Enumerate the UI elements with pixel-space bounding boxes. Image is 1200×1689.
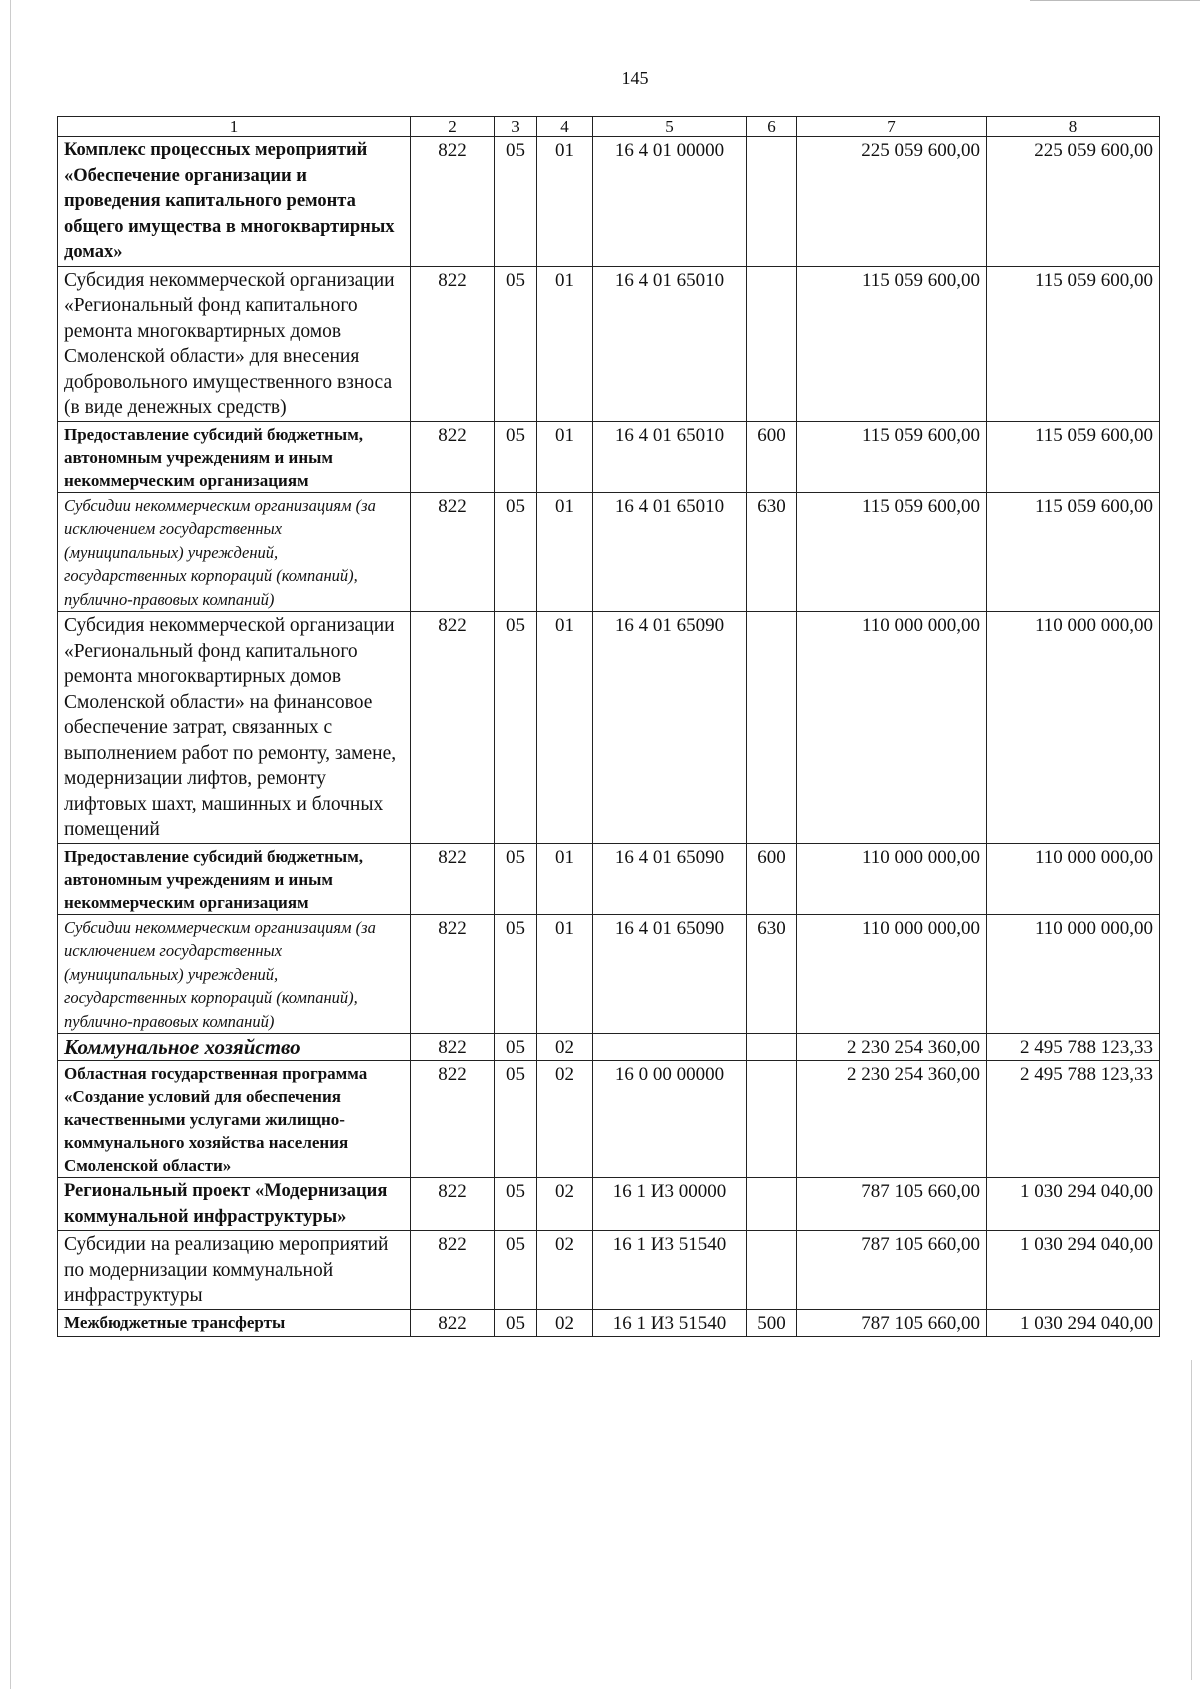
table-row xyxy=(58,492,1160,612)
subsection-cell: 02 xyxy=(537,1178,593,1231)
amount-year1-cell: 787 105 660,00 xyxy=(797,1178,987,1231)
amount-year2-cell: 1 030 294 040,00 xyxy=(987,1178,1160,1231)
section-cell: 05 xyxy=(495,492,537,612)
section-cell: 05 xyxy=(495,1034,537,1061)
table-row xyxy=(58,612,1160,844)
expense-type-cell: 600 xyxy=(747,421,797,492)
target-article-cell: 16 4 01 65090 xyxy=(593,843,747,914)
header-row xyxy=(58,117,1160,137)
subsection-cell: 01 xyxy=(537,843,593,914)
admin-code-cell: 822 xyxy=(411,421,495,492)
subsection-cell: 02 xyxy=(537,1034,593,1061)
admin-code-cell: 822 xyxy=(411,612,495,844)
header-cell: 6 xyxy=(747,117,797,137)
row-name-cell: Субсидия некоммерческой организации «Региональный фонд капитального ремонта многоквартирных домов Смоленской области» на финансовое обеспечение затрат, связанных с выполнением работ по ремонту, замене, модернизации лифтов, ремонту лифтовых шахт, машинных и блочных помещений xyxy=(58,612,411,844)
amount-year1-cell: 787 105 660,00 xyxy=(797,1231,987,1310)
subsection-cell: 01 xyxy=(537,421,593,492)
admin-code-cell: 822 xyxy=(411,1178,495,1231)
page-number: 145 xyxy=(621,68,649,88)
amount-year2-cell: 2 495 788 123,33 xyxy=(987,1034,1160,1061)
target-article-cell: 16 0 00 00000 xyxy=(593,1061,747,1178)
amount-year2-cell: 1 030 294 040,00 xyxy=(987,1309,1160,1336)
table-row xyxy=(58,137,1160,267)
table-row xyxy=(58,914,1160,1034)
target-article-cell: 16 4 01 00000 xyxy=(593,137,747,267)
admin-code-cell: 822 xyxy=(411,843,495,914)
row-name-cell: Субсидии некоммерческим организациям (за исключением государственных (муниципальных) учреждений, государственных корпораций (компаний), публично-правовых компаний) xyxy=(58,492,411,612)
admin-code-cell: 822 xyxy=(411,137,495,267)
scan-edge-left xyxy=(10,0,11,1689)
amount-year2-cell: 110 000 000,00 xyxy=(987,843,1160,914)
header-cell: 2 xyxy=(411,117,495,137)
row-name-cell: Коммунальное хозяйство xyxy=(58,1034,411,1061)
amount-year2-cell: 2 495 788 123,33 xyxy=(987,1061,1160,1178)
expense-type-cell xyxy=(747,1178,797,1231)
header-cell: 3 xyxy=(495,117,537,137)
amount-year1-cell: 787 105 660,00 xyxy=(797,1309,987,1336)
header-cell: 7 xyxy=(797,117,987,137)
section-cell: 05 xyxy=(495,612,537,844)
expense-type-cell: 500 xyxy=(747,1309,797,1336)
admin-code-cell: 822 xyxy=(411,1231,495,1310)
row-name-cell: Субсидии на реализацию мероприятий по модернизации коммунальной инфраструктуры xyxy=(58,1231,411,1310)
target-article-cell: 16 4 01 65090 xyxy=(593,914,747,1034)
subsection-cell: 01 xyxy=(537,266,593,421)
table-row xyxy=(58,1178,1160,1231)
admin-code-cell: 822 xyxy=(411,914,495,1034)
section-cell: 05 xyxy=(495,1309,537,1336)
amount-year1-cell: 110 000 000,00 xyxy=(797,914,987,1034)
amount-year2-cell: 115 059 600,00 xyxy=(987,492,1160,612)
target-article-cell: 16 1 И3 00000 xyxy=(593,1178,747,1231)
amount-year2-cell: 110 000 000,00 xyxy=(987,914,1160,1034)
table-row xyxy=(58,1309,1160,1336)
subsection-cell: 01 xyxy=(537,492,593,612)
table-row xyxy=(58,421,1160,492)
row-name-cell: Областная государственная программа «Создание условий для обеспечения качественными услугами жилищно-коммунального хозяйства населения Смоленской области» xyxy=(58,1061,411,1178)
row-name-cell: Региональный проект «Модернизация коммунальной инфраструктуры» xyxy=(58,1178,411,1231)
subsection-cell: 02 xyxy=(537,1231,593,1310)
row-name-cell: Межбюджетные трансферты xyxy=(58,1309,411,1336)
header-cell: 1 xyxy=(58,117,411,137)
header-cell: 4 xyxy=(537,117,593,137)
subsection-cell: 01 xyxy=(537,137,593,267)
scan-edge-right xyxy=(1191,1360,1192,1680)
amount-year2-cell: 115 059 600,00 xyxy=(987,266,1160,421)
section-cell: 05 xyxy=(495,1061,537,1178)
subsection-cell: 01 xyxy=(537,914,593,1034)
target-article-cell: 16 1 И3 51540 xyxy=(593,1231,747,1310)
row-name-cell: Комплекс процессных мероприятий «Обеспечение организации и проведения капитального ремонта общего имущества в многоквартирных домах» xyxy=(58,137,411,267)
target-article-cell: 16 4 01 65090 xyxy=(593,612,747,844)
expense-type-cell: 600 xyxy=(747,843,797,914)
header-cell: 5 xyxy=(593,117,747,137)
expense-type-cell xyxy=(747,1061,797,1178)
row-name-cell: Предоставление субсидий бюджетным, автономным учреждениям и иным некоммерческим организациям xyxy=(58,843,411,914)
expense-type-cell: 630 xyxy=(747,492,797,612)
row-name-cell: Предоставление субсидий бюджетным, автономным учреждениям и иным некоммерческим организациям xyxy=(58,421,411,492)
amount-year2-cell: 110 000 000,00 xyxy=(987,612,1160,844)
amount-year2-cell: 1 030 294 040,00 xyxy=(987,1231,1160,1310)
subsection-cell: 02 xyxy=(537,1309,593,1336)
section-cell: 05 xyxy=(495,1178,537,1231)
admin-code-cell: 822 xyxy=(411,1061,495,1178)
amount-year2-cell: 115 059 600,00 xyxy=(987,421,1160,492)
table-row xyxy=(58,1034,1160,1061)
section-cell: 05 xyxy=(495,421,537,492)
amount-year1-cell: 115 059 600,00 xyxy=(797,492,987,612)
section-cell: 05 xyxy=(495,843,537,914)
target-article-cell: 16 4 01 65010 xyxy=(593,266,747,421)
subsection-cell: 02 xyxy=(537,1061,593,1178)
amount-year1-cell: 2 230 254 360,00 xyxy=(797,1034,987,1061)
row-name-cell: Субсидия некоммерческой организации «Региональный фонд капитального ремонта многоквартирных домов Смоленской области» для внесения добровольного имущественного взноса (в виде денежных средств) xyxy=(58,266,411,421)
amount-year1-cell: 225 059 600,00 xyxy=(797,137,987,267)
admin-code-cell: 822 xyxy=(411,492,495,612)
table-row xyxy=(58,1061,1160,1178)
table-row xyxy=(58,266,1160,421)
target-article-cell: 16 1 И3 51540 xyxy=(593,1309,747,1336)
section-cell: 05 xyxy=(495,1231,537,1310)
row-name-cell: Субсидии некоммерческим организациям (за исключением государственных (муниципальных) учреждений, государственных корпораций (компаний), публично-правовых компаний) xyxy=(58,914,411,1034)
expense-type-cell: 630 xyxy=(747,914,797,1034)
header-cell: 8 xyxy=(987,117,1160,137)
expense-type-cell xyxy=(747,1231,797,1310)
amount-year1-cell: 110 000 000,00 xyxy=(797,843,987,914)
target-article-cell: 16 4 01 65010 xyxy=(593,421,747,492)
table-row xyxy=(58,843,1160,914)
section-cell: 05 xyxy=(495,266,537,421)
subsection-cell: 01 xyxy=(537,612,593,844)
target-article-cell xyxy=(593,1034,747,1061)
expense-type-cell xyxy=(747,612,797,844)
expense-type-cell xyxy=(747,266,797,421)
expense-type-cell xyxy=(747,137,797,267)
target-article-cell: 16 4 01 65010 xyxy=(593,492,747,612)
amount-year2-cell: 225 059 600,00 xyxy=(987,137,1160,267)
amount-year1-cell: 115 059 600,00 xyxy=(797,421,987,492)
amount-year1-cell: 110 000 000,00 xyxy=(797,612,987,844)
amount-year1-cell: 115 059 600,00 xyxy=(797,266,987,421)
table-row xyxy=(58,1231,1160,1310)
section-cell: 05 xyxy=(495,914,537,1034)
section-cell: 05 xyxy=(495,137,537,267)
admin-code-cell: 822 xyxy=(411,1309,495,1336)
admin-code-cell: 822 xyxy=(411,1034,495,1061)
expense-type-cell xyxy=(747,1034,797,1061)
budget-table xyxy=(57,116,1160,1337)
admin-code-cell: 822 xyxy=(411,266,495,421)
amount-year1-cell: 2 230 254 360,00 xyxy=(797,1061,987,1178)
scan-edge-top xyxy=(1030,0,1200,1)
